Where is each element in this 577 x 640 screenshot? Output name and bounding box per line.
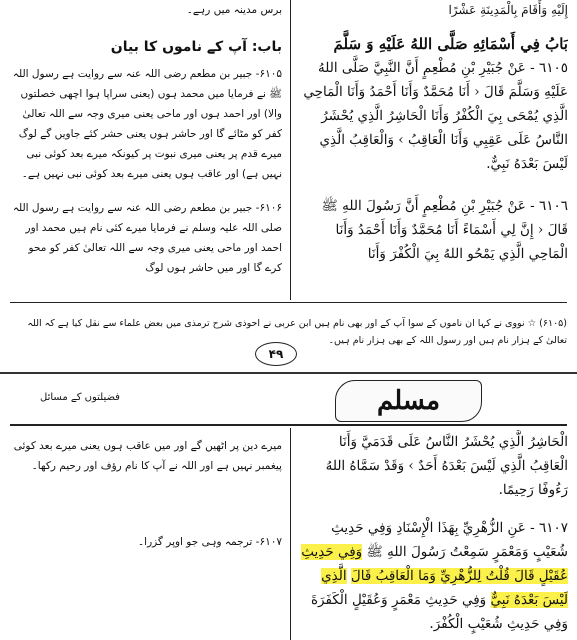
arabic-continuation: إِلَيْهِ وَأَقَامَ بِالْمَدِينَةِ عَشْرًا [448, 3, 568, 17]
urdu-column-bottom [10, 436, 282, 636]
page-number: ۴۹ [255, 342, 297, 366]
highlighted-text: وَفِي حَدِيثِ عُقَيْلٍ قَالَ قُلْتُ لِلزُّهْرِيِّ وَمَا الْعَاقِبُ قَالَ [301, 544, 568, 584]
bottom-page [0, 378, 577, 640]
arabic-continuation: الْحَاشِرُ الَّذِي يُحْشَرُ النَّاسُ عَلَى قَدَمَيَّ وَأَنَا الْعَاقِبُ الَّذِي لَيْسَ بَعْدَهُ أَحَدٌ › وَقَدْ سَمَّاهُ اللهُ رَءُوفًا رَحِيمًا. [325, 434, 568, 498]
urdu-continuation: میرے دین پر اٹھیں گے اور میں عاقب ہوں یعنی میرے بعد کوئی پیغمبر نہیں ہے اور اللہ نے آپ کا نام رؤف اور رحیم رکھا۔ [13, 440, 282, 472]
column-divider [290, 428, 291, 640]
page-header [0, 378, 577, 426]
footnote-rule [10, 302, 567, 303]
arabic-column-bottom [298, 430, 568, 640]
header-rule [10, 424, 567, 426]
urdu-chapter-title: باب: آپ کے ناموں کا بیان [110, 39, 282, 55]
hadith-6105-urdu: ۶۱۰۵- جبیر بن مطعم رضی اللہ عنہ سے روایت ہے رسول اللہ ﷺ نے فرمایا میں محمد ہوں (یعنی سراپا ہوا اچھی خصلتوں والا) اور احمد ہوں اور ماحی یعنی میری وجہ سے اللہ تعالیٰ کفر کو مٹائے گا اور حاشر ہوں یعنی حشر کئے جاویں گے لوگ میرے قدم پر یعنی میری نبوت پر کیونکہ میرے بعد کوئی نبی نہیں ہے) اور عاقب ہوں یعنی میرے بعد کوئی نبی نہیں ہے۔ [12, 68, 282, 180]
hadith-6107-text-end: وَفِي حَدِيثِ مَعْمَرٍ وَعُقَيْلٍ الْكَفَرَةَ وَفِي حَدِيثِ شُعَيْبٍ الْكُفْرَ. [310, 592, 568, 632]
hadith-6107-arabic [298, 516, 568, 636]
hadith-6107-urdu: ۶۱۰۷- ترجمہ وہی جو اوپر گزرا۔ [138, 536, 282, 548]
column-divider [290, 0, 291, 300]
urdu-continuation: برس مدینہ میں رہے۔ [186, 4, 282, 16]
arabic-column-top [298, 0, 568, 300]
book-logo: مسلم [335, 380, 482, 422]
hadith-6107-text: ٦١٠٧ - عَنِ الزُّهْرِيِّ بِهَذَا الْإِسْنَادِ وَفِي حَدِيثِ شُعَيْبٍ وَمَعْمَرٍ سَمِعْتُ رَسُولَ اللهِ ﷺ [331, 520, 568, 560]
section-title: فضیلتوں کے مسائل [40, 392, 120, 403]
highlighted-text-2: الَّذِي لَيْسَ بَعْدَهُ نَبِيٌّ [321, 568, 568, 608]
arabic-chapter-title: بَابُ فِي أَسْمَائِهِ صَلَّى اللهُ عَلَيْهِ وَ سَلَّمَ [333, 35, 568, 53]
hadith-6105-arabic: ٦١٠٥ - عَنْ جُبَيْرِ بْنِ مُطْعِمٍ أَنَّ النَّبِيَّ صَلَّى اللهُ عَلَيْهِ وَسَلَّمَ قَالَ ‹ أَنَا مُحَمَّدٌ وَأَنَا أَحْمَدُ وَأَنَا الْمَاحِي الَّذِي يُمْحَى بِيَ الْكُفْرُ وَأَنَا الْحَاشِرُ الَّذِي يُحْشَرُ النَّاسُ عَلَى عَقِبِي وَأَنَا الْعَاقِبُ › وَالْعَاقِبُ الَّذِي لَيْسَ بَعْدَهُ نَبِيٌّ. [303, 60, 568, 172]
hadith-6106-urdu: ۶۱۰۶- جبیر بن مطعم رضی اللہ عنہ سے روایت ہے رسول اللہ صلی اللہ علیہ وسلم نے فرمایا میرے کئی نام ہیں محمد اور احمد اور ماحی یعنی میری وجہ سے اللہ تعالیٰ کفر کو محو کرے گا اور میں حاشر ہوں لوگ [12, 202, 282, 274]
footnote: (۶۱۰۵) ☆ نووی نے کہا ان ناموں کے سوا آپ کے اور بھی نام ہیں ابن عربی نے احوذی شرح ترمذی میں بعض علماء سے نقل کیا ہے کہ اللہ تعالیٰ کے ہزار نام ہیں اور رسول اللہ کے بھی ہزار نام ہیں۔ [27, 317, 567, 346]
hadith-6106-arabic: ٦١٠٦ - عَنْ جُبَيْرِ بْنِ مُطْعِمٍ أَنَّ رَسُولَ اللهِ ﷺ قَالَ ‹ إِنَّ لِي أَسْمَاءً أَنَا مُحَمَّدٌ وَأَنَا أَحْمَدُ وَأَنَا الْمَاحِي الَّذِي يَمْحُو اللهُ بِيَ الْكُفْرَ وَأَنَا [321, 198, 568, 262]
urdu-column-top [10, 0, 282, 300]
